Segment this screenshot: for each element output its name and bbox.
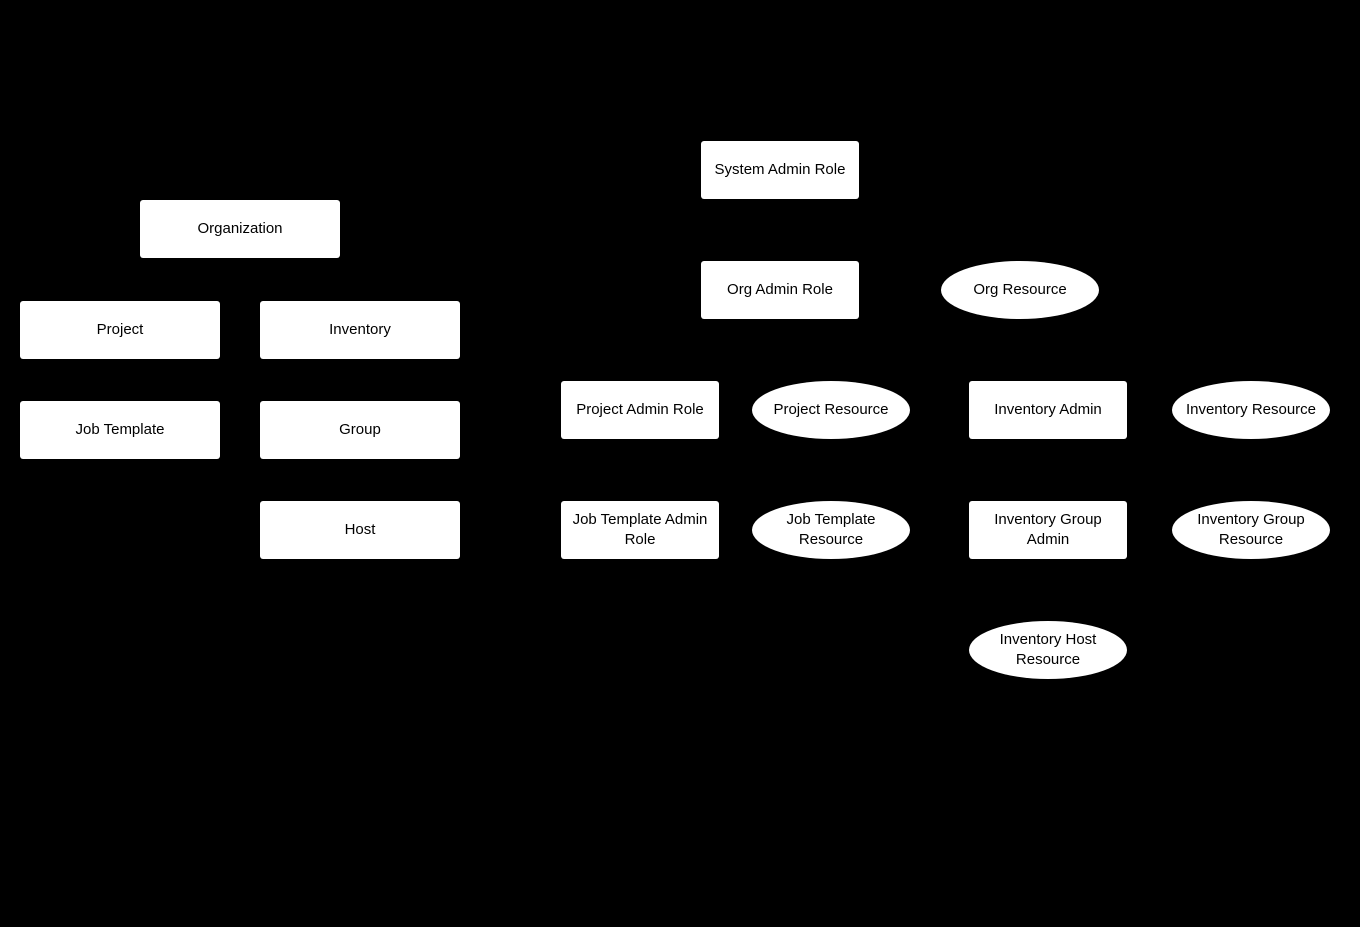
node-inventory-group-resource[interactable]: Inventory Group Resource [1172,501,1330,559]
node-inventory-resource[interactable]: Inventory Resource [1172,381,1330,439]
node-host[interactable]: Host [260,501,460,559]
node-org-resource[interactable]: Org Resource [941,261,1099,319]
node-project[interactable]: Project [20,301,220,359]
node-project-admin-role[interactable]: Project Admin Role [561,381,719,439]
node-organization[interactable]: Organization [140,200,340,258]
node-project-resource[interactable]: Project Resource [752,381,910,439]
node-job-template-resource[interactable]: Job Template Resource [752,501,910,559]
node-inventory[interactable]: Inventory [260,301,460,359]
node-org-admin-role[interactable]: Org Admin Role [701,261,859,319]
node-system-admin-role[interactable]: System Admin Role [701,141,859,199]
node-inventory-admin[interactable]: Inventory Admin [969,381,1127,439]
node-group[interactable]: Group [260,401,460,459]
node-job-template[interactable]: Job Template [20,401,220,459]
node-inventory-host-resource[interactable]: Inventory Host Resource [969,621,1127,679]
node-inventory-group-admin[interactable]: Inventory Group Admin [969,501,1127,559]
node-job-template-admin-role[interactable]: Job Template Admin Role [561,501,719,559]
